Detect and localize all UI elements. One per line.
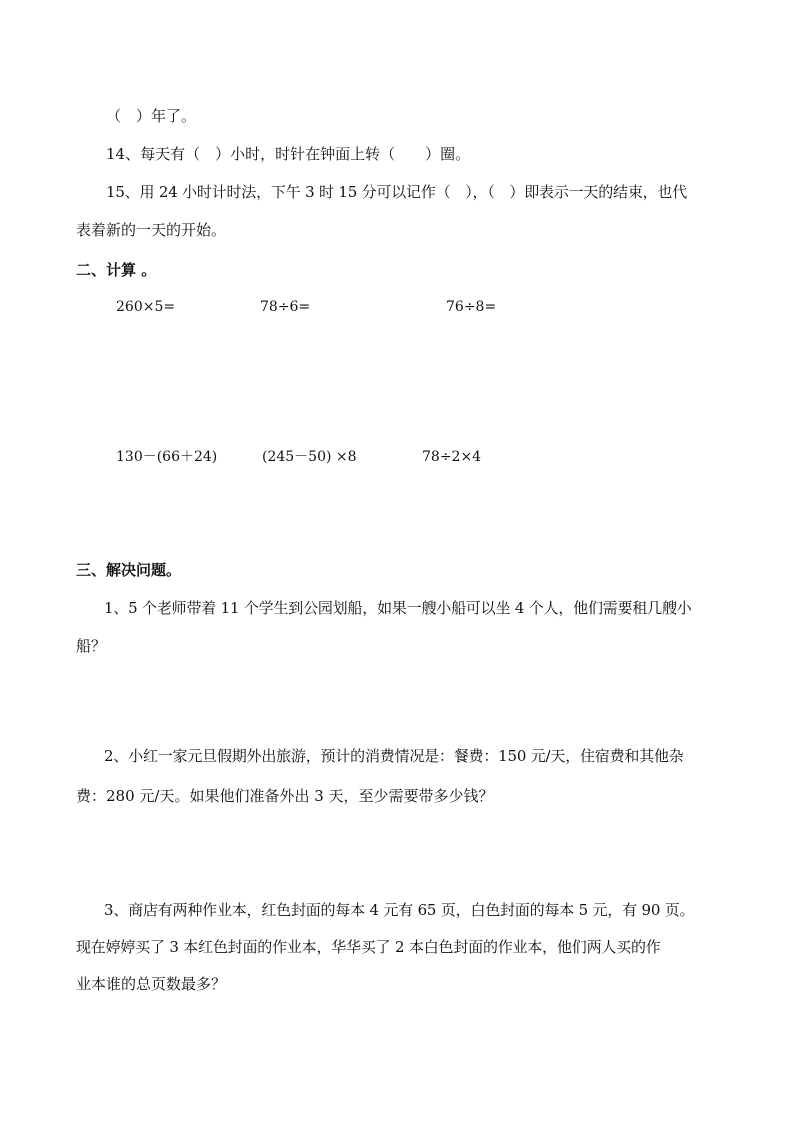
problem-1-line-2: 船？ (76, 637, 107, 655)
expression: (245－50) ×8 (262, 449, 357, 465)
expression: 78÷2×4 (422, 449, 482, 465)
item-14: 14、每天有（ ）小时，时针在钟面上转（ ）圈。 (106, 145, 471, 163)
problem-3-line-3: 业本谁的总页数最多？ (76, 975, 227, 993)
problem-2-line-1: 2、小红一家元旦假期外出旅游，预计的消费情况是：餐费：150 元/天，住宿费和其他杂 (104, 747, 684, 765)
expression: 76÷8= (446, 299, 497, 315)
item-15-line-1: 15、用 24 小时计时法，下午 3 时 15 分可以记作（ ），（ ）即表示一天的结束，也代 (106, 183, 688, 201)
section-heading-problems: 三、解决问题。 (76, 561, 182, 579)
problem-3-line-1: 3、商店有两种作业本，红色封面的每本 4 元有 65 页，白色封面的每本 5 元，有 90 页。 (104, 901, 695, 919)
problem-3-line-2: 现在婷婷买了 3 本红色封面的作业本，华华买了 2 本白色封面的作业本，他们两人买的作 (76, 938, 661, 956)
expression: 130－(66＋24) (116, 449, 218, 465)
expression: 260×5= (116, 299, 176, 315)
problem-1-line-1: 1、5 个老师带着 11 个学生到公园划船，如果一艘小船可以坐 4 个人，他们需要租几艘小 (104, 599, 692, 617)
item-13-tail: （ ）年了。 (106, 107, 197, 125)
section-heading-calculation: 二、计算 。 (76, 261, 157, 279)
item-15-line-2: 表着新的一天的开始。 (76, 221, 227, 239)
problem-2-line-2: 费：280 元/天。如果他们准备外出 3 天，至少需要带多少钱？ (76, 787, 494, 805)
expression: 78÷6= (260, 299, 311, 315)
